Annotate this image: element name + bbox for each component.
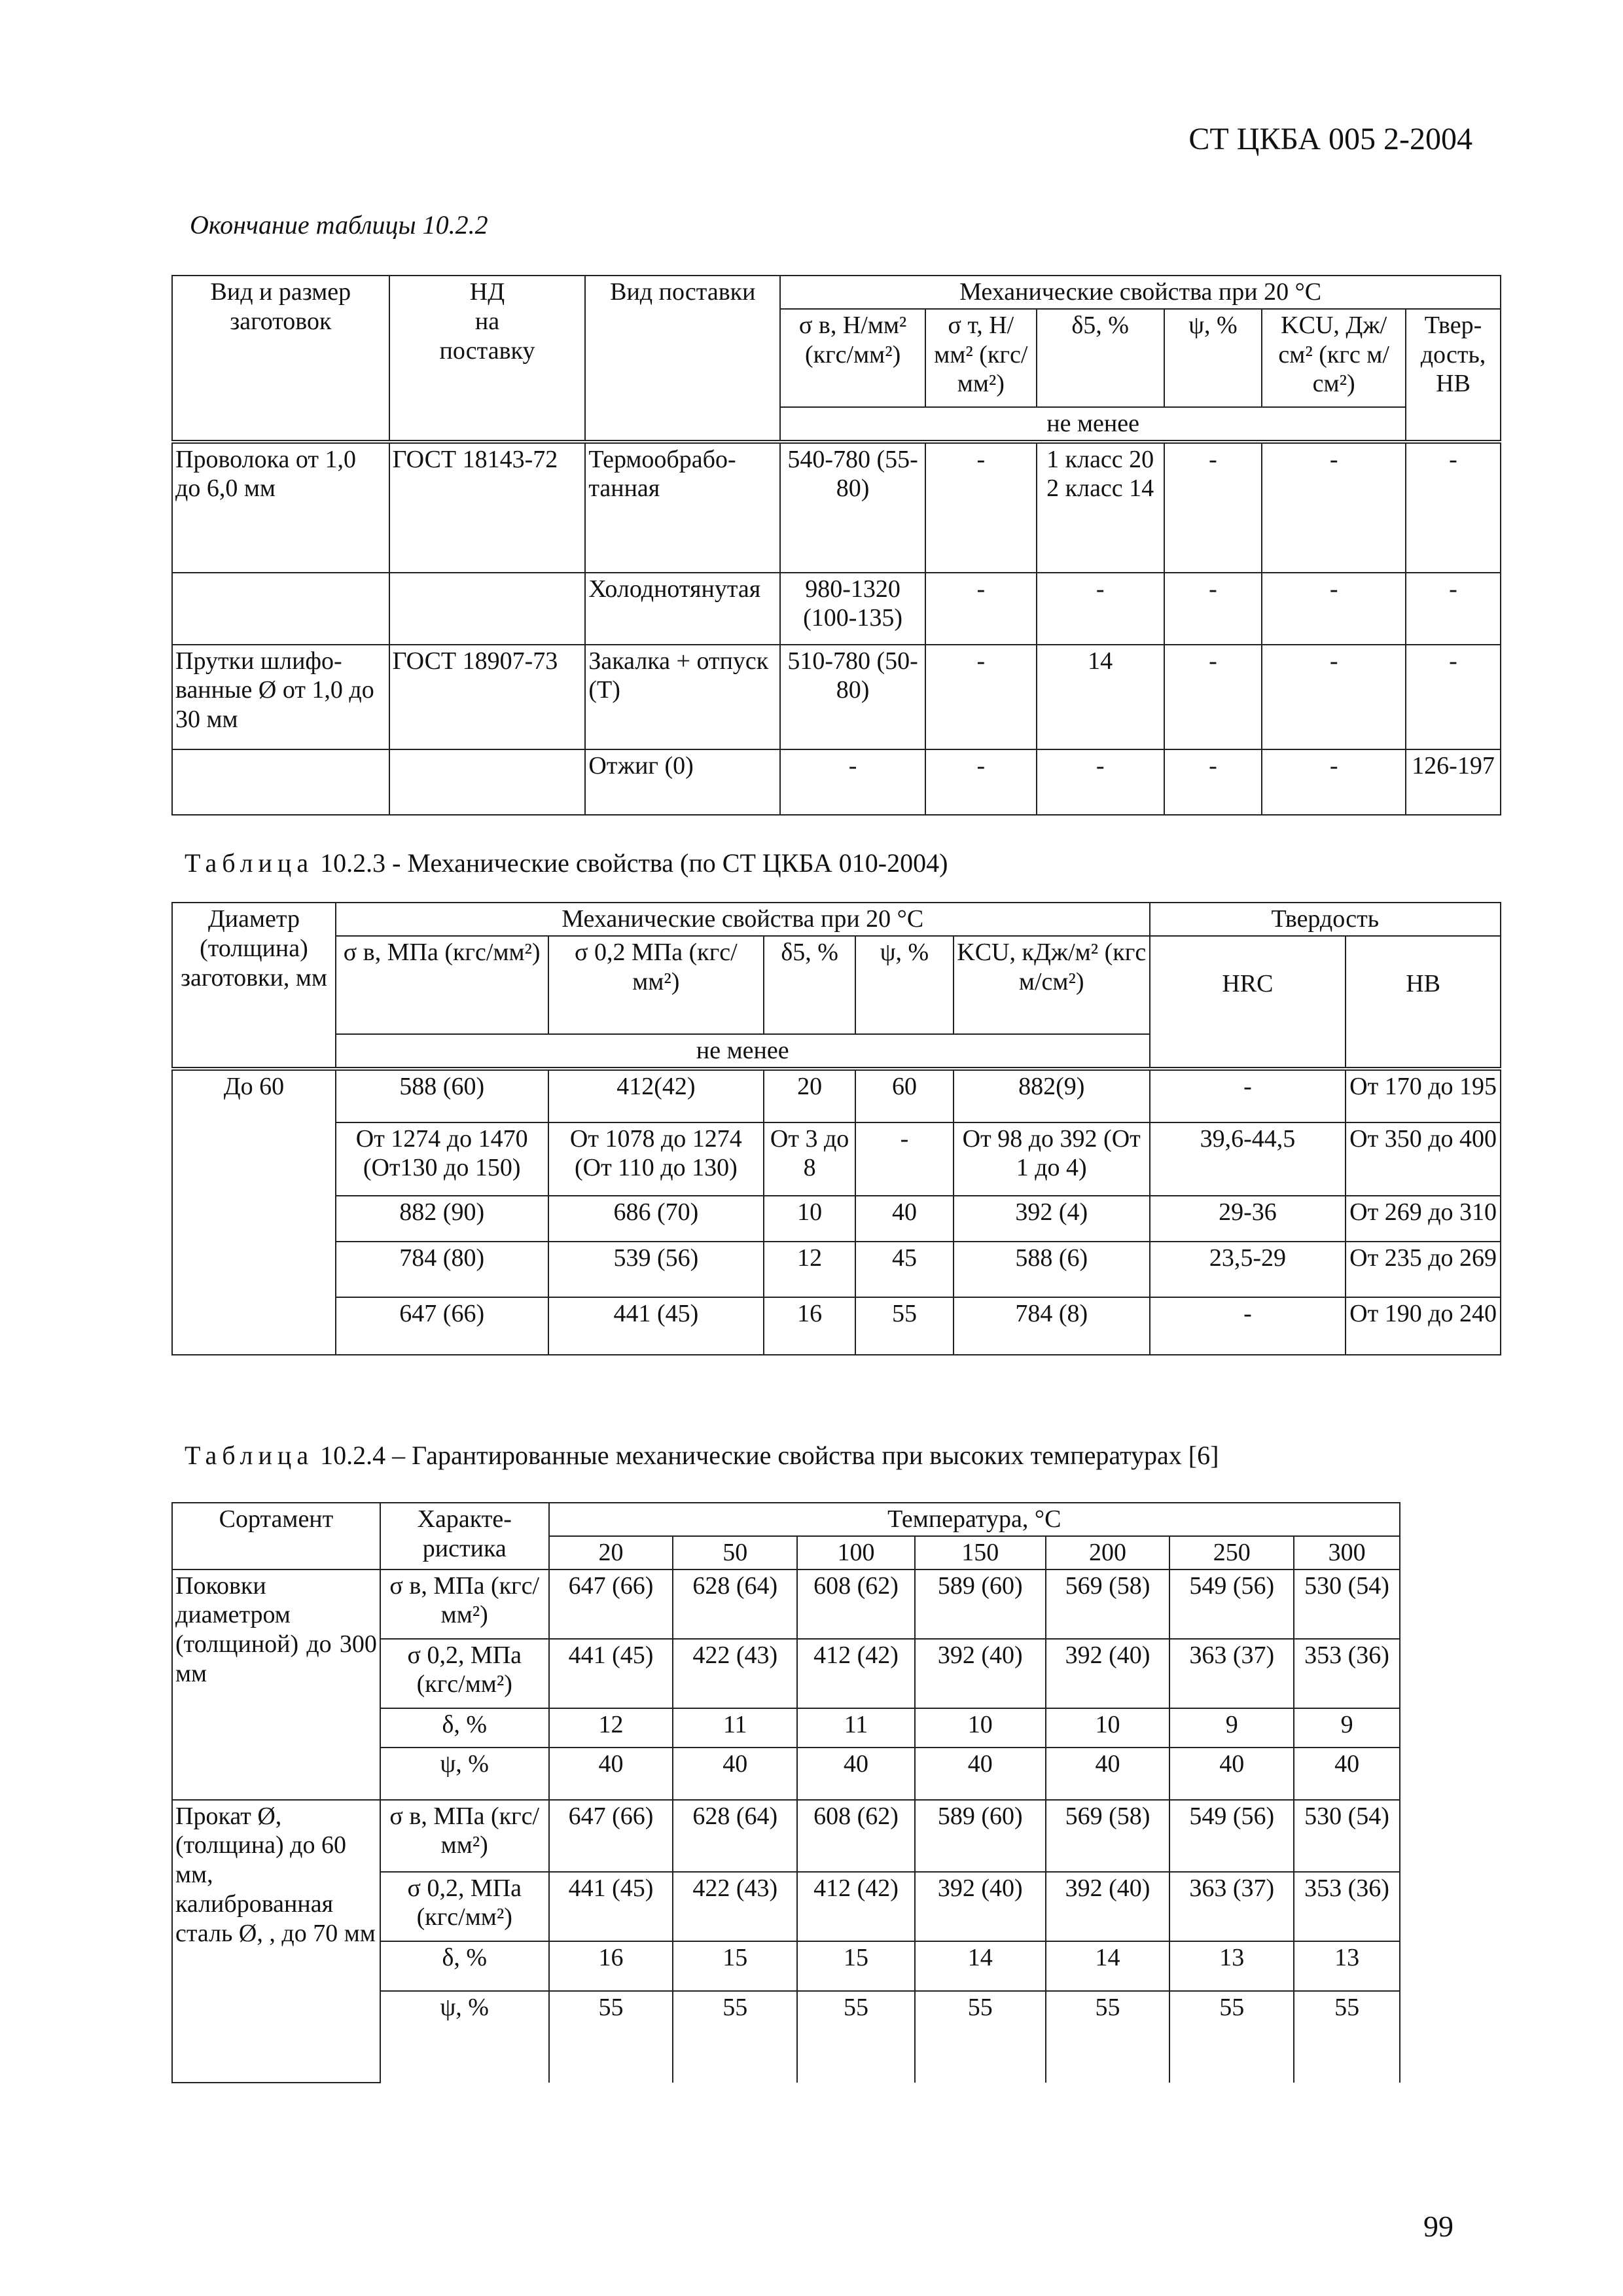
cell: 14 bbox=[1037, 645, 1164, 749]
caption-text: 10.2.3 - Механические свойства (по СТ ЦКБА 010-2004) bbox=[320, 848, 948, 878]
cell bbox=[172, 1297, 336, 1355]
cell: 569 (58) bbox=[1046, 1800, 1170, 1872]
temp-header: 100 bbox=[797, 1536, 915, 1570]
cell: 40 bbox=[855, 1196, 954, 1242]
table-caption-continuation: Окончание таблицы 10.2.2 bbox=[190, 210, 488, 240]
cell: 20 bbox=[764, 1069, 855, 1122]
cell: 10 bbox=[1046, 1708, 1170, 1748]
col-header-diameter: Диаметр (толщина) заготовки, мм bbox=[172, 903, 336, 1069]
properties-table-10-2-3 bbox=[171, 902, 1501, 1355]
cell: Холоднотянутая bbox=[585, 573, 780, 645]
col-header-blank: Вид и размер заготовок bbox=[172, 276, 389, 442]
cell: Отжиг (0) bbox=[585, 749, 780, 815]
cell: 628 (64) bbox=[673, 1800, 797, 1872]
product-cell: Прокат Ø, (толщина) до 60 мм, калиброванная сталь Ø, , до 70 мм bbox=[172, 1800, 380, 2083]
table-row bbox=[172, 1069, 1501, 1122]
col-header-nd bbox=[389, 276, 586, 442]
temp-header: 250 bbox=[1169, 1536, 1294, 1570]
properties-table-10-2-2 bbox=[171, 275, 1501, 816]
cell bbox=[389, 573, 586, 645]
cell: - bbox=[1262, 645, 1406, 749]
cell: 12 bbox=[549, 1708, 673, 1748]
table-row bbox=[172, 1570, 1400, 1639]
cell: - bbox=[1262, 749, 1406, 815]
cell: 530 (54) bbox=[1294, 1800, 1400, 1872]
cell: 40 bbox=[1294, 1748, 1400, 1800]
cell: 608 (62) bbox=[797, 1800, 915, 1872]
cell: Термообрабо-танная bbox=[585, 442, 780, 573]
cell: 15 bbox=[673, 1941, 797, 1991]
cell: 510-780 (50-80) bbox=[780, 645, 925, 749]
characteristic-label: σ в, МПа (кгс/мм²) bbox=[380, 1570, 549, 1639]
cell: 686 (70) bbox=[548, 1196, 764, 1242]
caption-label: Таблица bbox=[185, 1441, 314, 1470]
col-header-s02: σ 0,2 МПа (кгс/мм²) bbox=[548, 936, 764, 1034]
col-header-d5: δ5, % bbox=[1037, 309, 1164, 407]
cell: - bbox=[1164, 645, 1262, 749]
cell: 55 bbox=[855, 1297, 954, 1355]
table-row bbox=[172, 1122, 1501, 1196]
cell bbox=[172, 1122, 336, 1196]
cell: 60 bbox=[855, 1069, 954, 1122]
group-header-mech: Механические свойства при 20 °С bbox=[336, 903, 1150, 936]
characteristic-label: δ, % bbox=[380, 1941, 549, 1991]
col-header-sv: σ в, МПа (кгс/мм²) bbox=[336, 936, 548, 1034]
cell bbox=[172, 573, 389, 645]
nd-line2: на bbox=[474, 307, 500, 335]
cell: 55 bbox=[549, 1991, 673, 2083]
cell: - bbox=[1406, 645, 1501, 749]
cell: - bbox=[1262, 573, 1406, 645]
cell: 363 (37) bbox=[1169, 1639, 1294, 1708]
cell: 784 (8) bbox=[954, 1297, 1150, 1355]
cell: 29-36 bbox=[1150, 1196, 1346, 1242]
cell bbox=[172, 1196, 336, 1242]
cell: 647 (66) bbox=[549, 1800, 673, 1872]
not-less-label: не менее bbox=[780, 407, 1406, 442]
cell: От 170 до 195 bbox=[1346, 1069, 1501, 1122]
characteristic-label: ψ, % bbox=[380, 1991, 549, 2083]
col-header-supply: Вид поставки bbox=[585, 276, 780, 442]
cell: - bbox=[925, 645, 1037, 749]
cell: 14 bbox=[1046, 1941, 1170, 1991]
cell: 392 (40) bbox=[915, 1872, 1046, 1941]
table-row bbox=[172, 442, 1501, 573]
cell: - bbox=[1164, 749, 1262, 815]
cell: От 3 до 8 bbox=[764, 1122, 855, 1196]
cell: 539 (56) bbox=[548, 1242, 764, 1297]
col-header-char: Характе-ристика bbox=[380, 1503, 549, 1570]
cell: 45 bbox=[855, 1242, 954, 1297]
caption-text: 10.2.4 – Гарантированные механические свойства при высоких температурах [6] bbox=[320, 1441, 1219, 1470]
cell: 55 bbox=[1294, 1991, 1400, 2083]
document-code: СТ ЦКБА 005 2-2004 bbox=[1188, 122, 1472, 156]
cell: 55 bbox=[1046, 1991, 1170, 2083]
cell: 589 (60) bbox=[915, 1800, 1046, 1872]
cell: 10 bbox=[764, 1196, 855, 1242]
cell: 11 bbox=[673, 1708, 797, 1748]
characteristic-label: δ, % bbox=[380, 1708, 549, 1748]
cell: 55 bbox=[797, 1991, 915, 2083]
col-header-sv: σ в, Н/мм² (кгс/мм²) bbox=[780, 309, 925, 407]
temp-header: 200 bbox=[1046, 1536, 1170, 1570]
cell: От 190 до 240 bbox=[1346, 1297, 1501, 1355]
cell: 353 (36) bbox=[1294, 1872, 1400, 1941]
cell: 412 (42) bbox=[797, 1872, 915, 1941]
cell: 13 bbox=[1169, 1941, 1294, 1991]
caption-label: Таблица bbox=[185, 848, 314, 878]
cell: 441 (45) bbox=[548, 1297, 764, 1355]
cell: 422 (43) bbox=[673, 1639, 797, 1708]
cell: - bbox=[925, 442, 1037, 573]
table-10-2-4-caption bbox=[185, 1440, 1219, 1471]
cell: 647 (66) bbox=[549, 1570, 673, 1639]
cell: 363 (37) bbox=[1169, 1872, 1294, 1941]
cell: 16 bbox=[764, 1297, 855, 1355]
table-row bbox=[172, 573, 1501, 645]
cell: Закалка + отпуск (Т) bbox=[585, 645, 780, 749]
cell: От 269 до 310 bbox=[1346, 1196, 1501, 1242]
col-header-sort: Сортамент bbox=[172, 1503, 380, 1570]
cell: - bbox=[855, 1122, 954, 1196]
col-header-kcu: KCU, кДж/м² (кгс м/см²) bbox=[954, 936, 1150, 1034]
characteristic-label: ψ, % bbox=[380, 1748, 549, 1800]
table-10-2-3-caption bbox=[185, 848, 948, 878]
cell: 13 bbox=[1294, 1941, 1400, 1991]
nd-line1: НД bbox=[469, 278, 505, 306]
cell: - bbox=[925, 573, 1037, 645]
table-row bbox=[172, 645, 1501, 749]
cell: 588 (6) bbox=[954, 1242, 1150, 1297]
characteristic-label: σ 0,2, МПа (кгс/мм²) bbox=[380, 1872, 549, 1941]
cell: 55 bbox=[673, 1991, 797, 2083]
page-number: 99 bbox=[1423, 2210, 1454, 2243]
cell: 11 bbox=[797, 1708, 915, 1748]
cell: 628 (64) bbox=[673, 1570, 797, 1639]
cell: ГОСТ 18907-73 bbox=[389, 645, 586, 749]
col-header-hb: HB bbox=[1346, 936, 1501, 1069]
table-row bbox=[172, 1242, 1501, 1297]
cell: 549 (56) bbox=[1169, 1570, 1294, 1639]
cell: 441 (45) bbox=[549, 1639, 673, 1708]
cell: 14 bbox=[915, 1941, 1046, 1991]
characteristic-label: σ 0,2, МПа (кгс/мм²) bbox=[380, 1639, 549, 1708]
cell: - bbox=[1164, 442, 1262, 573]
cell bbox=[172, 749, 389, 815]
cell: До 60 bbox=[172, 1069, 336, 1122]
cell: 882 (90) bbox=[336, 1196, 548, 1242]
cell: От 1274 до 1470 (От130 до 150) bbox=[336, 1122, 548, 1196]
cell: - bbox=[780, 749, 925, 815]
cell: Проволока от 1,0 до 6,0 мм bbox=[172, 442, 389, 573]
col-header-psi: ψ, % bbox=[855, 936, 954, 1034]
cell: - bbox=[1150, 1069, 1346, 1122]
table-row bbox=[172, 749, 1501, 815]
cell: 569 (58) bbox=[1046, 1570, 1170, 1639]
cell: 40 bbox=[549, 1748, 673, 1800]
cell: 9 bbox=[1169, 1708, 1294, 1748]
cell: 353 (36) bbox=[1294, 1639, 1400, 1708]
temp-header: 20 bbox=[549, 1536, 673, 1570]
col-header-hb: Твер-дость, НВ bbox=[1406, 309, 1501, 442]
cell: 441 (45) bbox=[549, 1872, 673, 1941]
cell: 12 bbox=[764, 1242, 855, 1297]
cell: - bbox=[1150, 1297, 1346, 1355]
cell: - bbox=[1037, 573, 1164, 645]
cell: ГОСТ 18143-72 bbox=[389, 442, 586, 573]
nd-line3: поставку bbox=[439, 336, 535, 365]
cell bbox=[389, 749, 586, 815]
cell: 422 (43) bbox=[673, 1872, 797, 1941]
cell: 647 (66) bbox=[336, 1297, 548, 1355]
col-header-d5: δ5, % bbox=[764, 936, 855, 1034]
cell: 784 (80) bbox=[336, 1242, 548, 1297]
cell: 40 bbox=[1046, 1748, 1170, 1800]
cell: От 98 до 392 (От 1 до 4) bbox=[954, 1122, 1150, 1196]
cell: От 1078 до 1274 (От 110 до 130) bbox=[548, 1122, 764, 1196]
temp-header: 50 bbox=[673, 1536, 797, 1570]
cell: - bbox=[1037, 749, 1164, 815]
cell: 126-197 bbox=[1406, 749, 1501, 815]
cell: - bbox=[1406, 442, 1501, 573]
table-row bbox=[172, 1196, 1501, 1242]
cell: 588 (60) bbox=[336, 1069, 548, 1122]
table-row bbox=[172, 1800, 1400, 1872]
group-header-mech: Механические свойства при 20 °С bbox=[780, 276, 1501, 309]
group-header-temp: Температура, °С bbox=[549, 1503, 1400, 1536]
cell: 1 класс 20 2 класс 14 bbox=[1037, 442, 1164, 573]
characteristic-label: σ в, МПа (кгс/мм²) bbox=[380, 1800, 549, 1872]
cell: 40 bbox=[915, 1748, 1046, 1800]
cell: 392 (40) bbox=[1046, 1872, 1170, 1941]
cell: 392 (40) bbox=[915, 1639, 1046, 1708]
cell: 412 (42) bbox=[797, 1639, 915, 1708]
cell: От 235 до 269 bbox=[1346, 1242, 1501, 1297]
high-temp-properties-table bbox=[171, 1502, 1400, 2083]
col-header-st: σ т, Н/мм² (кгс/мм²) bbox=[925, 309, 1037, 407]
cell: 40 bbox=[673, 1748, 797, 1800]
cell: Прутки шлифо-ванные Ø от 1,0 до 30 мм bbox=[172, 645, 389, 749]
temp-header: 150 bbox=[915, 1536, 1046, 1570]
group-header-hardness: Твердость bbox=[1150, 903, 1501, 936]
cell: 980-1320 (100-135) bbox=[780, 573, 925, 645]
cell: 40 bbox=[1169, 1748, 1294, 1800]
cell: 9 bbox=[1294, 1708, 1400, 1748]
table-row bbox=[172, 1297, 1501, 1355]
cell: 412(42) bbox=[548, 1069, 764, 1122]
cell: 589 (60) bbox=[915, 1570, 1046, 1639]
cell: 40 bbox=[797, 1748, 915, 1800]
cell: 549 (56) bbox=[1169, 1800, 1294, 1872]
col-header-hrc: HRC bbox=[1150, 936, 1346, 1069]
cell: 55 bbox=[915, 1991, 1046, 2083]
cell: От 350 до 400 bbox=[1346, 1122, 1501, 1196]
product-cell: Поковки диаметром (толщиной) до 300 мм bbox=[172, 1570, 380, 1800]
cell: 608 (62) bbox=[797, 1570, 915, 1639]
cell: 16 bbox=[549, 1941, 673, 1991]
not-less-label: не менее bbox=[336, 1034, 1150, 1069]
cell: 10 bbox=[915, 1708, 1046, 1748]
cell: - bbox=[1262, 442, 1406, 573]
cell: 392 (40) bbox=[1046, 1639, 1170, 1708]
cell bbox=[172, 1242, 336, 1297]
col-header-kcu: KCU, Дж/см² (кгс м/см²) bbox=[1262, 309, 1406, 407]
cell: 15 bbox=[797, 1941, 915, 1991]
cell: 392 (4) bbox=[954, 1196, 1150, 1242]
temp-header: 300 bbox=[1294, 1536, 1400, 1570]
cell: 55 bbox=[1169, 1991, 1294, 2083]
cell: - bbox=[1164, 573, 1262, 645]
cell: 882(9) bbox=[954, 1069, 1150, 1122]
col-header-psi: ψ, % bbox=[1164, 309, 1262, 407]
cell: 23,5-29 bbox=[1150, 1242, 1346, 1297]
cell: - bbox=[925, 749, 1037, 815]
cell: 540-780 (55-80) bbox=[780, 442, 925, 573]
cell: 530 (54) bbox=[1294, 1570, 1400, 1639]
cell: - bbox=[1406, 573, 1501, 645]
cell: 39,6-44,5 bbox=[1150, 1122, 1346, 1196]
